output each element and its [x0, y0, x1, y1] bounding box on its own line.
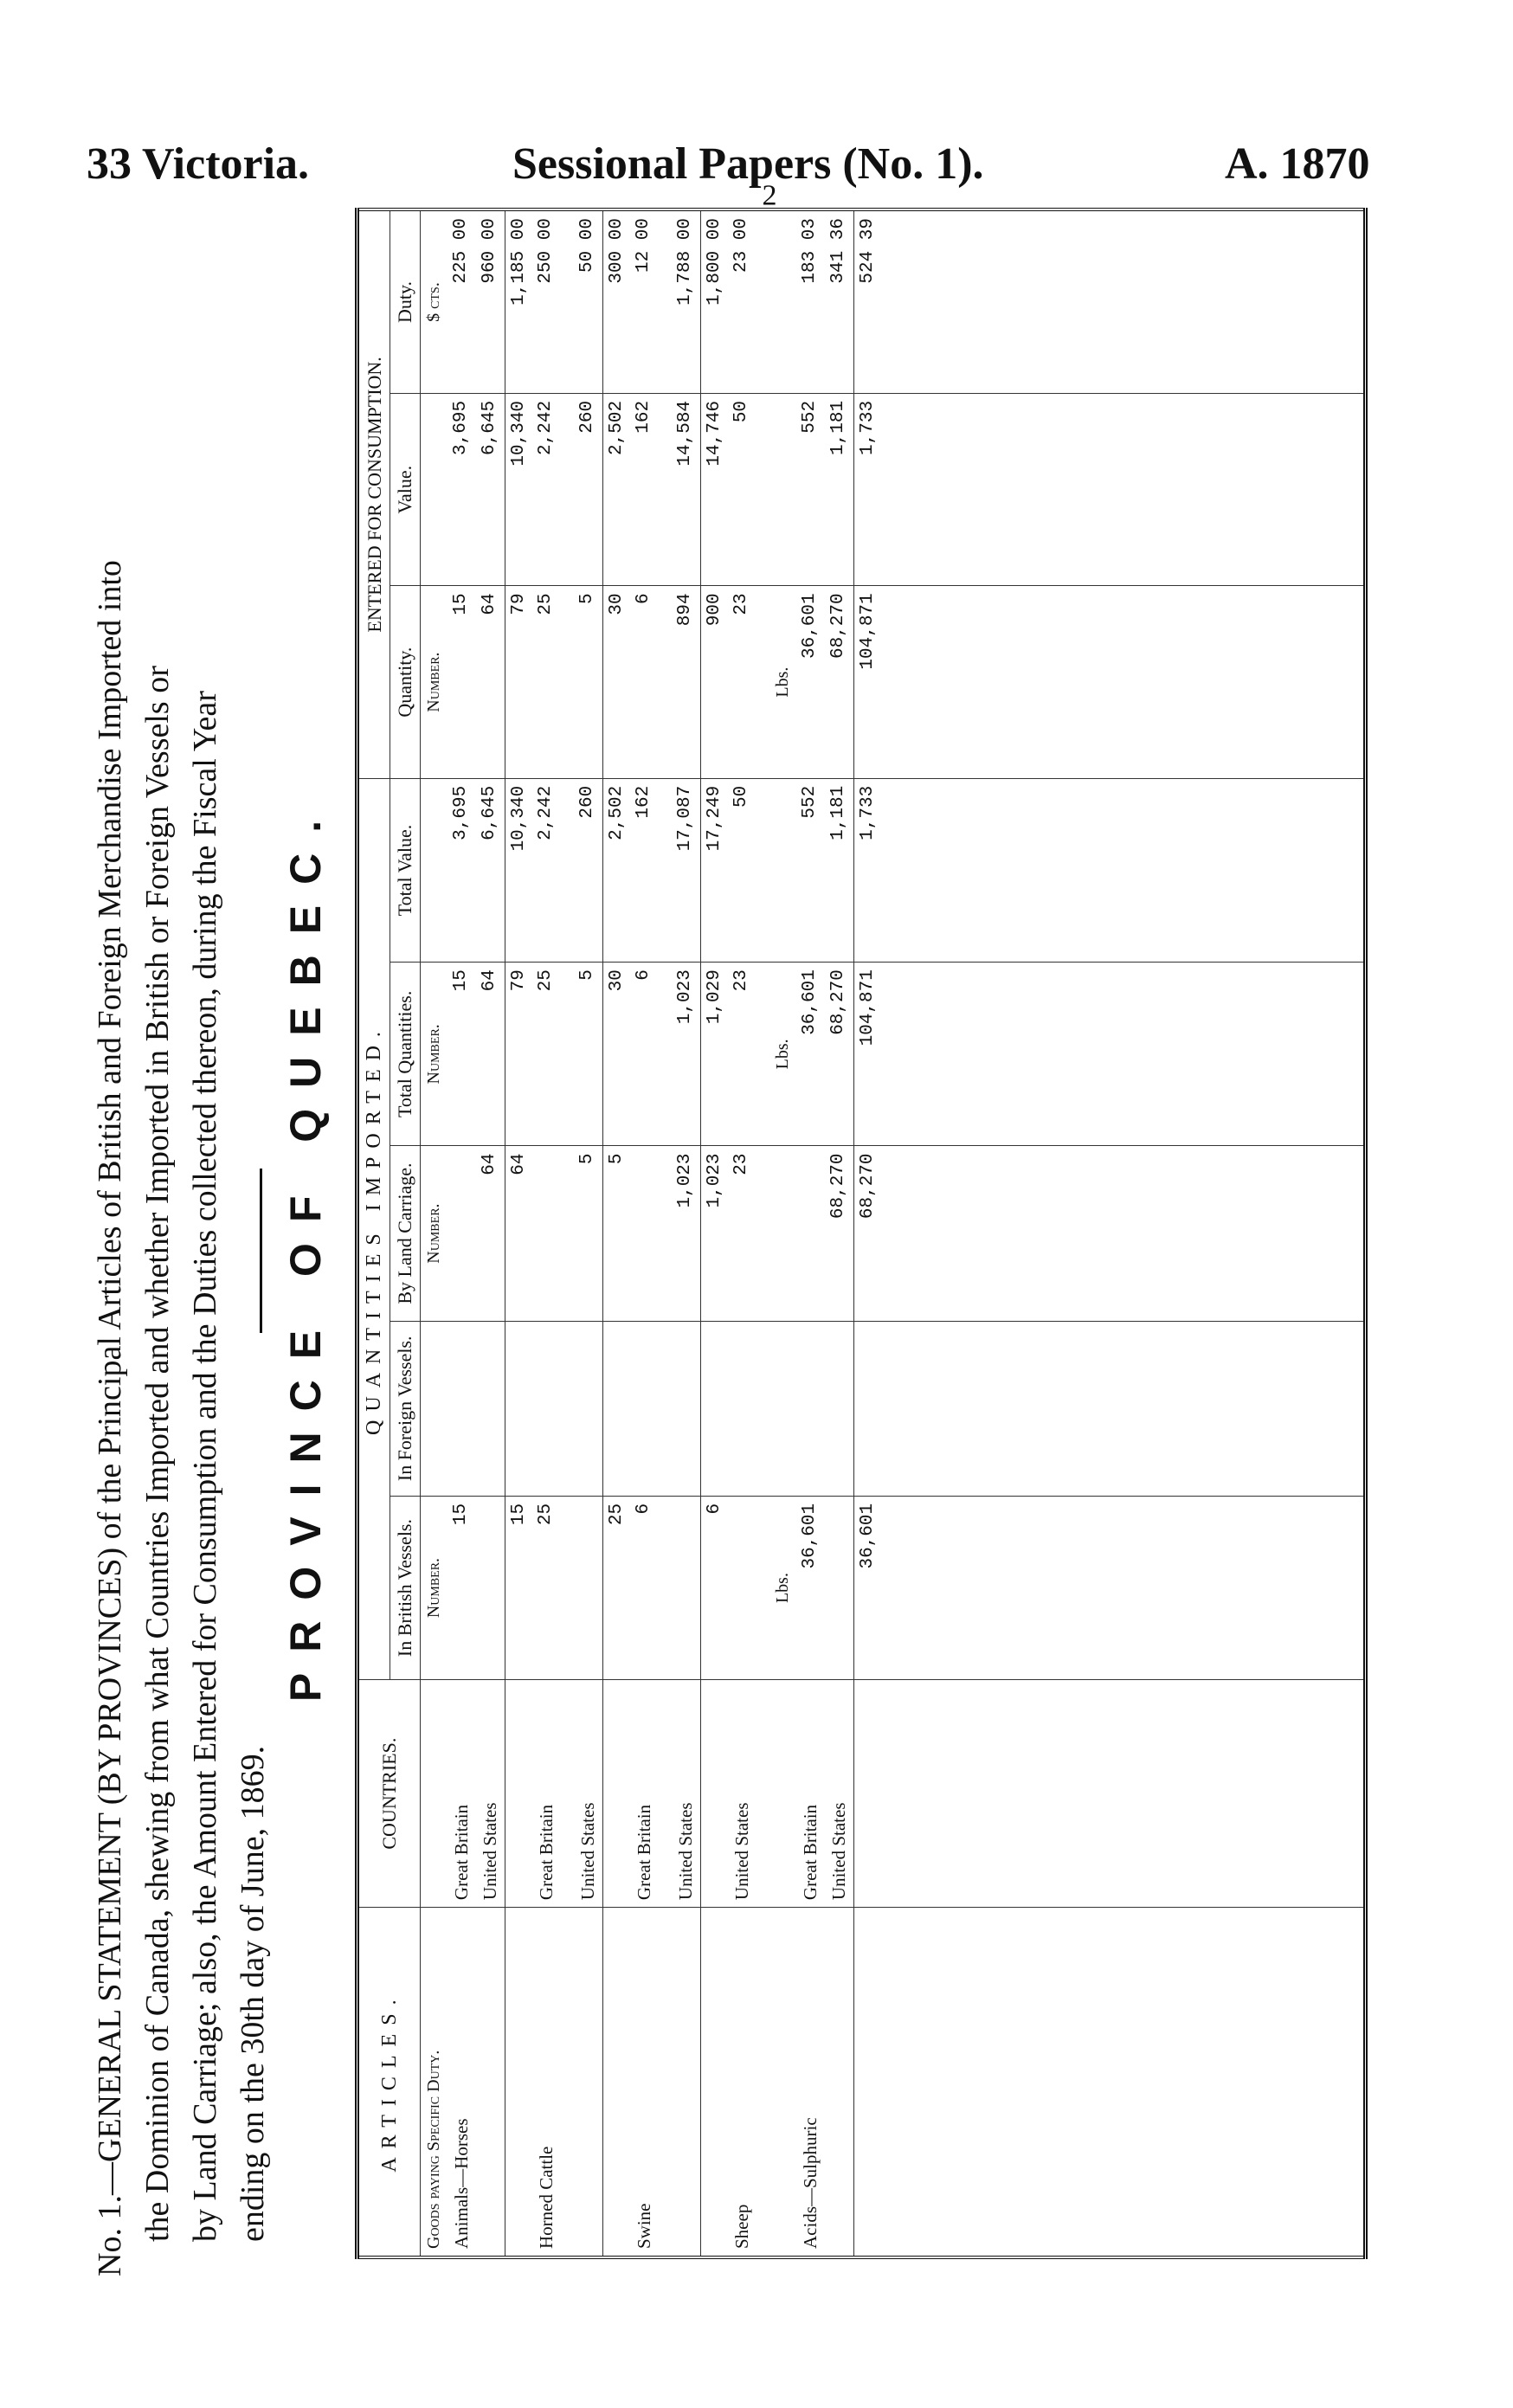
cell-land: 68,270: [825, 1146, 854, 1321]
country-label: United States: [574, 1680, 603, 1908]
cell-total-quantities: 36,601: [796, 963, 825, 1146]
cell-quantity: 15: [447, 586, 476, 778]
col-land-carriage: By Land Carriage.: [390, 1146, 421, 1321]
cell-duty: 300 00: [603, 209, 631, 393]
cell-quantity: 5: [574, 586, 603, 778]
cell-value: 1,733: [854, 393, 882, 585]
cell-value: 14,746: [701, 393, 729, 585]
cell-total-value: 1,181: [825, 778, 854, 962]
cell-duty: 1,800 00: [701, 209, 729, 393]
section-label: Goods paying Specific Duty.: [421, 1908, 448, 2257]
country-label: Great Britain: [532, 1680, 574, 1908]
cell-total-value: 552: [796, 778, 825, 962]
cell-quantity: 6: [630, 586, 672, 778]
col-total-value: Total Value.: [390, 778, 421, 962]
cell-british: 36,601: [796, 1496, 825, 1679]
cell-total-quantities: 1,029: [701, 963, 729, 1146]
cell-value: 6,645: [476, 393, 505, 585]
cell-duty: 1,788 00: [672, 209, 701, 393]
cell-total-value: 162: [630, 778, 672, 962]
cell-land: 64: [505, 1146, 533, 1321]
statement-title: [87, 208, 277, 2276]
cell-total-quantities: 15: [447, 963, 476, 1146]
cell-quantity: 900: [701, 586, 729, 778]
cell-total-value: 260: [574, 778, 603, 962]
cell-total-quantities: 6: [630, 963, 672, 1146]
page-number: 2: [762, 179, 777, 212]
cell-quantity: 68,270: [825, 586, 854, 778]
cell-british: 25: [603, 1496, 631, 1679]
total-row: [854, 209, 882, 2257]
cell-quantity: 36,601: [796, 586, 825, 778]
cell-british: 6: [701, 1496, 729, 1679]
cell-total-value: 6,645: [476, 778, 505, 962]
cell-total-value: 17,087: [672, 778, 701, 962]
cell-duty: 183 03: [796, 209, 825, 393]
country-label: Great Britain: [796, 1680, 825, 1908]
rotated-page-content: [87, 173, 1385, 2276]
title-line-2: the Dominion of Canada, shewing from what Countries Imported and whether Imported in British or Foreign Vessels or: [139, 666, 176, 2242]
unit-row: [769, 209, 796, 2257]
cell-duty: 23 00: [728, 209, 769, 393]
table-row: [630, 209, 672, 2257]
country-label: United States: [825, 1680, 854, 1908]
section-row: [421, 209, 448, 2257]
country-label: Great Britain: [447, 1680, 476, 1908]
country-label: United States: [476, 1680, 505, 1908]
cell-value: 3,695: [447, 393, 476, 585]
title-line-3: by Land Carriage; also, the Amount Entered for Consumption and the Duties collected thereon, during the Fiscal Year: [187, 691, 223, 2242]
cell-british: 6: [630, 1496, 672, 1679]
table-row: [728, 209, 769, 2257]
cell-total-quantities: 5: [574, 963, 603, 1146]
cell-total-value: 2,242: [532, 778, 574, 962]
col-articles: ARTICLES.: [357, 1908, 421, 2257]
cell-quantity: 64: [476, 586, 505, 778]
unit-label: Number.: [421, 1146, 448, 1321]
total-row: [505, 209, 533, 2257]
cell-duty: 250 00: [532, 209, 574, 393]
total-row: [603, 209, 631, 2257]
cell-quantity: 894: [672, 586, 701, 778]
cell-total-quantities: 23: [728, 963, 769, 1146]
table-row: [825, 209, 854, 2257]
import-statistics-table: [355, 208, 1368, 2259]
running-head-right: A. 1870: [1225, 139, 1370, 189]
total-row: [701, 209, 729, 2257]
cell-total-value: 1,733: [854, 778, 882, 962]
running-head-left: 33 Victoria.: [87, 139, 310, 189]
cell-quantity: 25: [532, 586, 574, 778]
col-countries: COUNTRIES.: [357, 1680, 421, 1908]
cell-duty: 225 00: [447, 209, 476, 393]
title-line-1: No. 1.—GENERAL STATEMENT (BY PROVINCES) of the Principal Articles of British and Foreign Merchandise Imported into: [92, 560, 128, 2276]
col-group-entered: ENTERED FOR CONSUMPTION.: [357, 209, 390, 778]
cell-total-quantities: 104,871: [854, 963, 882, 1146]
country-label: Great Britain: [630, 1680, 672, 1908]
cell-total-value: 10,340: [505, 778, 533, 962]
cell-british: 15: [447, 1496, 476, 1679]
cell-total-quantities: 68,270: [825, 963, 854, 1146]
table-row: [476, 209, 505, 2257]
cell-value: 50: [728, 393, 769, 585]
cell-quantity: 79: [505, 586, 533, 778]
cell-total-value: 3,695: [447, 778, 476, 962]
cell-duty: 12 00: [630, 209, 672, 393]
col-duty: Duty.: [390, 209, 421, 393]
col-foreign-vessels: In Foreign Vessels.: [390, 1321, 421, 1496]
cell-value: 552: [796, 393, 825, 585]
cell-duty: 524 39: [854, 209, 882, 393]
cell-total-value: 50: [728, 778, 769, 962]
table-row: [574, 209, 603, 2257]
unit-label: Lbs.: [769, 586, 796, 778]
unit-label: Number.: [421, 586, 448, 778]
cell-duty: 1,185 00: [505, 209, 533, 393]
article-label: Swine: [630, 1908, 672, 2257]
article-label: Animals—Horses: [447, 1908, 476, 2257]
cell-total-quantities: 64: [476, 963, 505, 1146]
running-head-center: Sessional Papers (No. 1).: [512, 139, 984, 189]
col-british-vessels: In British Vessels.: [390, 1496, 421, 1679]
cell-total-value: 17,249: [701, 778, 729, 962]
cell-total-quantities: 30: [603, 963, 631, 1146]
col-value: Value.: [390, 393, 421, 585]
cell-value: 260: [574, 393, 603, 585]
cell-value: 14,584: [672, 393, 701, 585]
table-row: [672, 209, 701, 2257]
cell-quantity: 23: [728, 586, 769, 778]
cell-british: 25: [532, 1496, 574, 1679]
cell-duty: 341 36: [825, 209, 854, 393]
cell-value: 2,242: [532, 393, 574, 585]
unit-label: Lbs.: [769, 1496, 796, 1679]
cell-total-quantities: 25: [532, 963, 574, 1146]
article-label: Acids—Sulphuric: [796, 1908, 825, 2257]
cell-value: 162: [630, 393, 672, 585]
filler-row: [881, 209, 1366, 2257]
cell-land: 5: [603, 1146, 631, 1321]
country-label: United States: [672, 1680, 701, 1908]
cell-land: 23: [728, 1146, 769, 1321]
cell-land: 1,023: [672, 1146, 701, 1321]
cell-british: 15: [505, 1496, 533, 1679]
cell-duty: 50 00: [574, 209, 603, 393]
title-line-4: ending on the 30th day of June, 1869.: [235, 1745, 271, 2242]
cell-value: 2,502: [603, 393, 631, 585]
unit-label: Lbs.: [769, 963, 796, 1146]
cell-duty: 960 00: [476, 209, 505, 393]
cell-total-value: 2,502: [603, 778, 631, 962]
header-row-group: [357, 209, 390, 2257]
cell-value: 1,181: [825, 393, 854, 585]
col-group-quantities-imported: QUANTITIES IMPORTED.: [357, 778, 390, 1679]
province-heading: PROVINCE OF QUEBEC.: [281, 799, 330, 1703]
table-row: [532, 209, 574, 2257]
cell-total-quantities: 79: [505, 963, 533, 1146]
table-row: [447, 209, 476, 2257]
article-label: Sheep: [728, 1908, 769, 2257]
country-label: United States: [728, 1680, 769, 1908]
col-total-quantities: Total Quantities.: [390, 963, 421, 1146]
cell-land: 5: [574, 1146, 603, 1321]
decorative-rule: [260, 1169, 274, 1333]
cell-total-quantities: 1,023: [672, 963, 701, 1146]
col-quantity: Quantity.: [390, 586, 421, 778]
unit-label: Number.: [421, 963, 448, 1146]
cell-quantity: 104,871: [854, 586, 882, 778]
table-row: [796, 209, 825, 2257]
cell-land: 64: [476, 1146, 505, 1321]
article-label: Horned Cattle: [532, 1908, 574, 2257]
cell-land: 68,270: [854, 1146, 882, 1321]
cell-quantity: 30: [603, 586, 631, 778]
unit-label: Number.: [421, 1496, 448, 1679]
cell-british: 36,601: [854, 1496, 882, 1679]
cell-land: 1,023: [701, 1146, 729, 1321]
unit-label: $ cts.: [421, 209, 448, 393]
cell-value: 10,340: [505, 393, 533, 585]
